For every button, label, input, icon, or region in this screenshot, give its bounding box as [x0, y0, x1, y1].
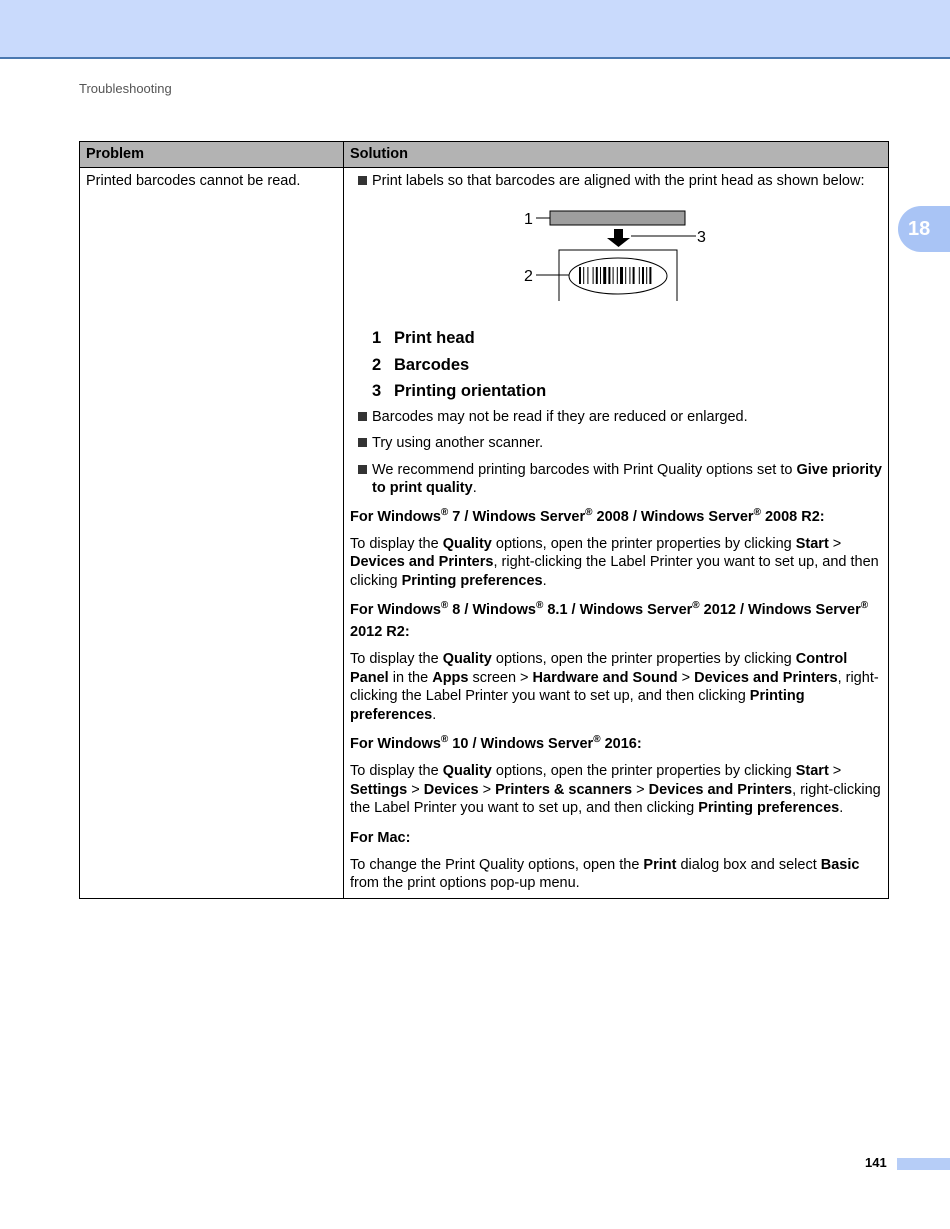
bullet-text: Barcodes may not be read if they are reduced or enlarged. [372, 408, 748, 425]
barcode-alignment-figure [350, 200, 882, 320]
mac-heading: For Mac: [350, 829, 411, 846]
bullet-text: Try using another scanner. [372, 435, 544, 451]
windows-7-heading: For Windows® 7 / Windows Server® 2008 / Windows Server® 2008 R2: [350, 506, 825, 525]
running-title: Troubleshooting [79, 81, 172, 96]
recommend-text: We recommend printing barcodes with Print Quality options set to Give priority to print quality. [372, 461, 882, 496]
windows-8-heading: For Windows® 8 / Windows® 8.1 / Windows Server® 2012 / Windows Server® 2012 R2: [350, 600, 869, 640]
windows-8-instructions: To display the Quality options, open the printer properties by clicking Control Panel in the Apps screen > Hardware and Sound > Devices and Printers, right-clicking the Label Printer you want to set up, and then clicking Printing preferences. [350, 651, 879, 723]
print-head-shape [550, 211, 685, 225]
list-item [350, 434, 882, 453]
barcode-bar [625, 267, 626, 284]
legend-label: Printing orientation [394, 382, 547, 400]
square-bullet-icon [358, 412, 367, 421]
barcode-bar [633, 267, 635, 284]
barcode-bar [596, 267, 598, 284]
legend-number: 3 [372, 382, 382, 400]
tips-bullet-list [350, 408, 882, 498]
barcode-bar [617, 267, 618, 284]
callout-label-3: 3 [697, 229, 706, 246]
barcode-bar [603, 267, 606, 284]
page-number: 141 [865, 1155, 887, 1170]
column-header-problem: Problem [80, 142, 344, 168]
legend-label: Print head [394, 329, 475, 347]
intro-bullet-text: Print labels so that barcodes are aligned with the print head as shown below: [372, 172, 865, 189]
list-item [350, 408, 882, 427]
legend-item [350, 328, 882, 348]
barcode-bar [646, 267, 647, 284]
table-header-row [80, 142, 889, 168]
square-bullet-icon [358, 438, 367, 447]
windows-10-heading: For Windows® 10 / Windows Server® 2016: [350, 734, 642, 752]
callout-label-2: 2 [524, 268, 533, 285]
mac-instructions: To change the Print Quality options, open the Print dialog box and select Basic from the print options pop-up menu. [350, 856, 860, 891]
square-bullet-icon [358, 176, 367, 185]
troubleshooting-table [79, 141, 889, 899]
legend-label: Barcodes [394, 355, 470, 374]
list-item [350, 461, 882, 498]
header-band [0, 0, 950, 59]
list-item [350, 172, 882, 191]
barcode-bar [600, 267, 601, 284]
down-arrow-icon [607, 229, 630, 247]
barcode-bar [608, 267, 610, 284]
barcode-bar [629, 267, 630, 284]
barcode-bar [642, 267, 644, 284]
legend-item [350, 355, 882, 375]
figure-legend [350, 328, 882, 401]
barcode-bar [639, 267, 640, 284]
problem-cell: Printed barcodes cannot be read. [80, 167, 344, 898]
barcode-bar [583, 267, 584, 284]
chapter-number: 18 [908, 217, 931, 240]
solution-cell [344, 167, 889, 898]
legend-item [350, 381, 882, 401]
barcode-bar [587, 267, 588, 284]
barcode-bar [579, 267, 581, 284]
footer-strip [897, 1158, 950, 1170]
barcode-bar [613, 267, 614, 284]
barcode-alignment-diagram [350, 200, 890, 320]
barcode-bar [649, 267, 651, 284]
chapter-tab [898, 206, 950, 252]
barcode-bar [593, 267, 594, 284]
callout-label-1: 1 [524, 211, 533, 228]
legend-number: 2 [372, 355, 382, 374]
windows-7-instructions: To display the Quality options, open the printer properties by clicking Start > Devices and Printers, right-clicking the Label Printer you want to set up, and then clicking Printing preferences. [350, 535, 879, 589]
column-header-solution: Solution [344, 142, 889, 168]
square-bullet-icon [358, 465, 367, 474]
barcode-bar [620, 267, 623, 284]
intro-bullet-list [350, 172, 882, 191]
legend-number: 1 [372, 329, 382, 347]
windows-10-instructions: To display the Quality options, open the printer properties by clicking Start > Settings > Devices > Printers & scanners > Devices and Printers, right-clicking the Label Printer you want to set up, and then clicking Printing preferences. [350, 763, 881, 816]
table-row [80, 167, 889, 898]
